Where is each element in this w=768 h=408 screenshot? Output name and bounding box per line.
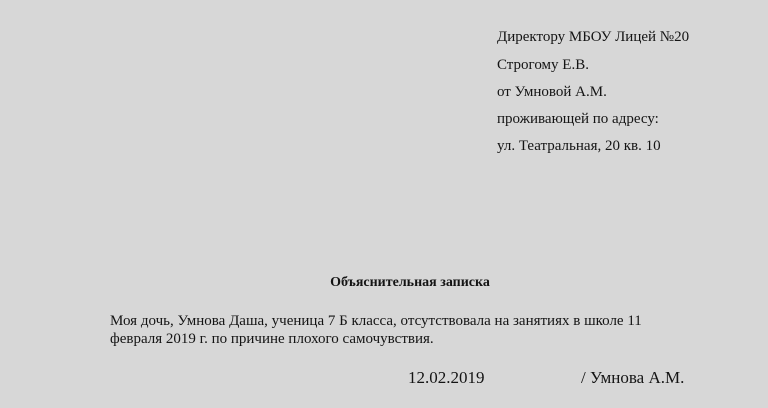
addressee-line-address: ул. Театральная, 20 кв. 10 xyxy=(497,138,661,154)
signature-date: 12.02.2019 xyxy=(408,368,485,387)
signature-name: / Умнова А.М. xyxy=(581,368,685,387)
body-line: Моя дочь, Умнова Даша, ученица 7 Б класса, отсутствовала на занятиях в школе 11 xyxy=(110,313,642,329)
addressee-line-recipient: Директору МБОУ Лицей №20 xyxy=(497,29,690,45)
body-line: февраля 2019 г. по причине плохого самочувствия. xyxy=(110,331,434,347)
addressee-line-recipient-name: Строгому Е.В. xyxy=(497,57,589,73)
document-title: Объяснительная записка xyxy=(330,275,490,290)
addressee-line-sender: от Умновой А.М. xyxy=(497,84,607,100)
addressee-line-address-label: проживающей по адресу: xyxy=(497,111,659,127)
